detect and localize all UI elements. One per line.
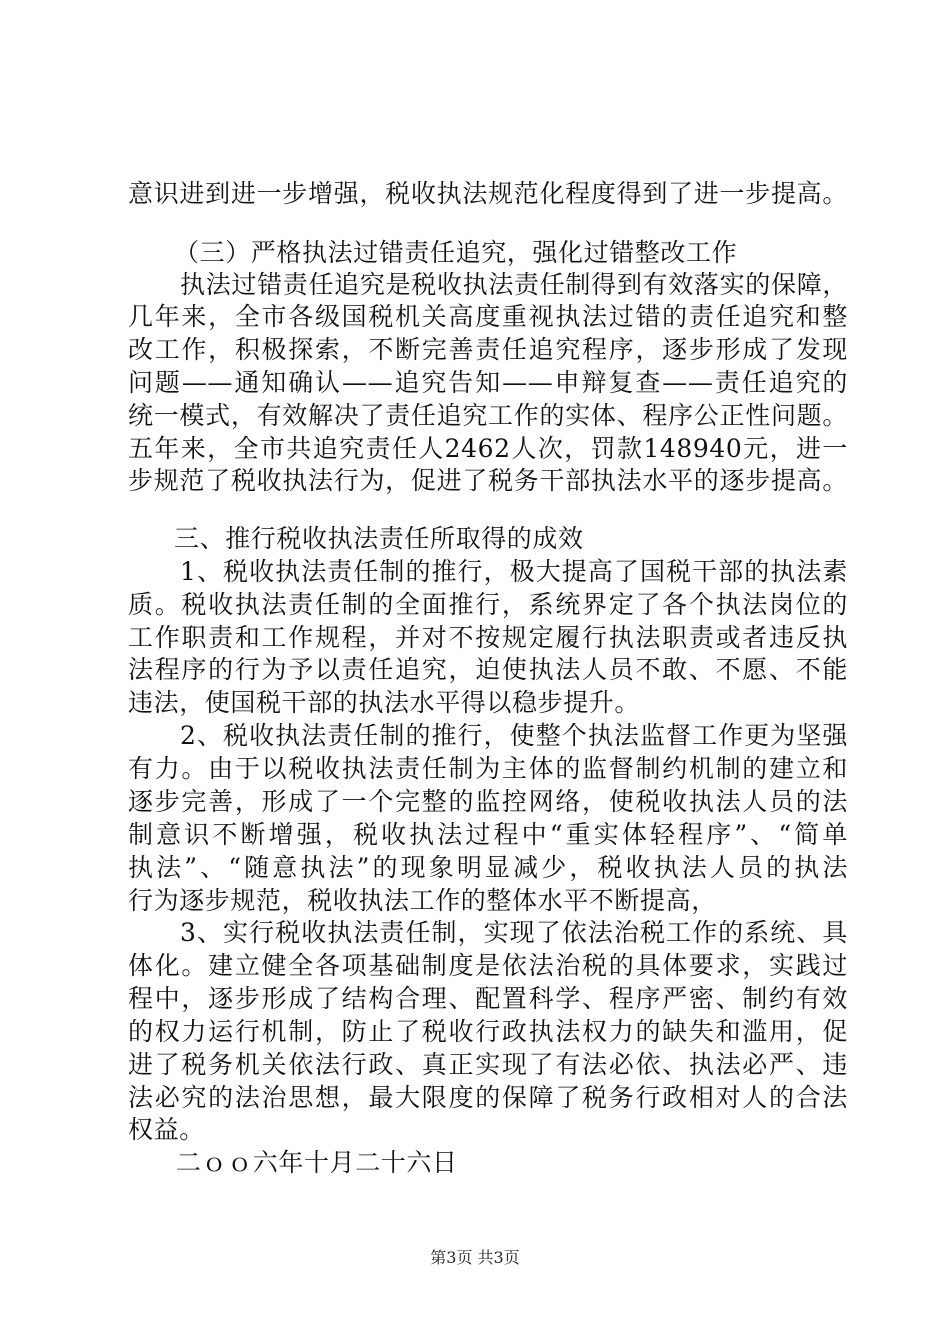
body-line: 执法”、“随意执法”的现象明显减少，税收执法人员的执法 xyxy=(128,853,848,882)
body-line: 制意识不断增强，税收执法过程中“重实体轻程序”、“简单 xyxy=(128,820,848,849)
body-line: 1、税收执法责任制的推行，极大提高了国税干部的执法素 xyxy=(180,557,848,586)
body-line: 法程序的行为予以责任追究，迫使执法人员不敢、不愿、不能 xyxy=(128,655,848,684)
body-line: 逐步完善，形成了一个完整的监控网络，使税收执法人员的法 xyxy=(128,787,848,816)
body-line: 法必究的法治思想，最大限度的保障了税务行政相对人的合法 xyxy=(128,1083,848,1112)
body-line: 问题——通知确认——追究告知——申辩复查——责任追究的 xyxy=(128,368,848,397)
body-line: 3、实行税收执法责任制，实现了依法治税工作的系统、具 xyxy=(180,918,848,947)
body-line: 权益。 xyxy=(128,1115,205,1144)
body-line: 执法过错责任追究是税收执法责任制得到有效落实的保障， xyxy=(180,270,848,299)
body-line: 2、税收执法责任制的推行，使整个执法监督工作更为坚强 xyxy=(180,721,848,750)
body-line: 步规范了税收执法行为，促进了税务干部执法水平的逐步提高。 xyxy=(128,466,848,495)
body-line: 工作职责和工作规程，并对不按规定履行执法职责或者违反执 xyxy=(128,623,848,652)
section-heading: 三、推行税收执法责任所取得的成效 xyxy=(174,524,584,553)
body-line: 违法，使国税干部的执法水平得以稳步提升。 xyxy=(128,688,641,717)
page-footer: 第3页 共3页 xyxy=(430,1248,520,1267)
body-line: 进了税务机关依法行政、真正实现了有法必依、执法必严、违 xyxy=(128,1050,848,1079)
body-line: 质。税收执法责任制的全面推行，系统界定了各个执法岗位的 xyxy=(128,590,848,619)
body-line: 程中，逐步形成了结构合理、配置科学、程序严密、制约有效 xyxy=(128,984,848,1013)
body-line: 行为逐步规范，税收执法工作的整体水平不断提高， xyxy=(128,886,717,915)
body-line: 五年来，全市共追究责任人2462人次，罚款148940元，进一 xyxy=(128,434,848,463)
body-line: 几年来，全市各级国税机关高度重视执法过错的责任追究和整 xyxy=(128,302,848,331)
body-line: 有力。由于以税收执法责任制为主体的监督制约机制的建立和 xyxy=(128,754,848,783)
body-line: 统一模式，有效解决了责任追究工作的实体、程序公正性问题。 xyxy=(128,401,848,430)
body-line: 的权力运行机制，防止了税收行政执法权力的缺失和滥用，促 xyxy=(128,1017,848,1046)
body-line: 改工作，积极探索，不断完善责任追究程序，逐步形成了发现 xyxy=(128,335,848,364)
body-line: 意识进到进一步增强，税收执法规范化程度得到了进一步提高。 xyxy=(128,179,848,208)
body-line: 体化。建立健全各项基础制度是依法治税的具体要求，实践过 xyxy=(128,951,848,980)
section-heading: （三）严格执法过错责任追究，强化过错整改工作 xyxy=(174,238,738,267)
document-date: 二ｏｏ六年十月二十六日 xyxy=(176,1148,458,1177)
